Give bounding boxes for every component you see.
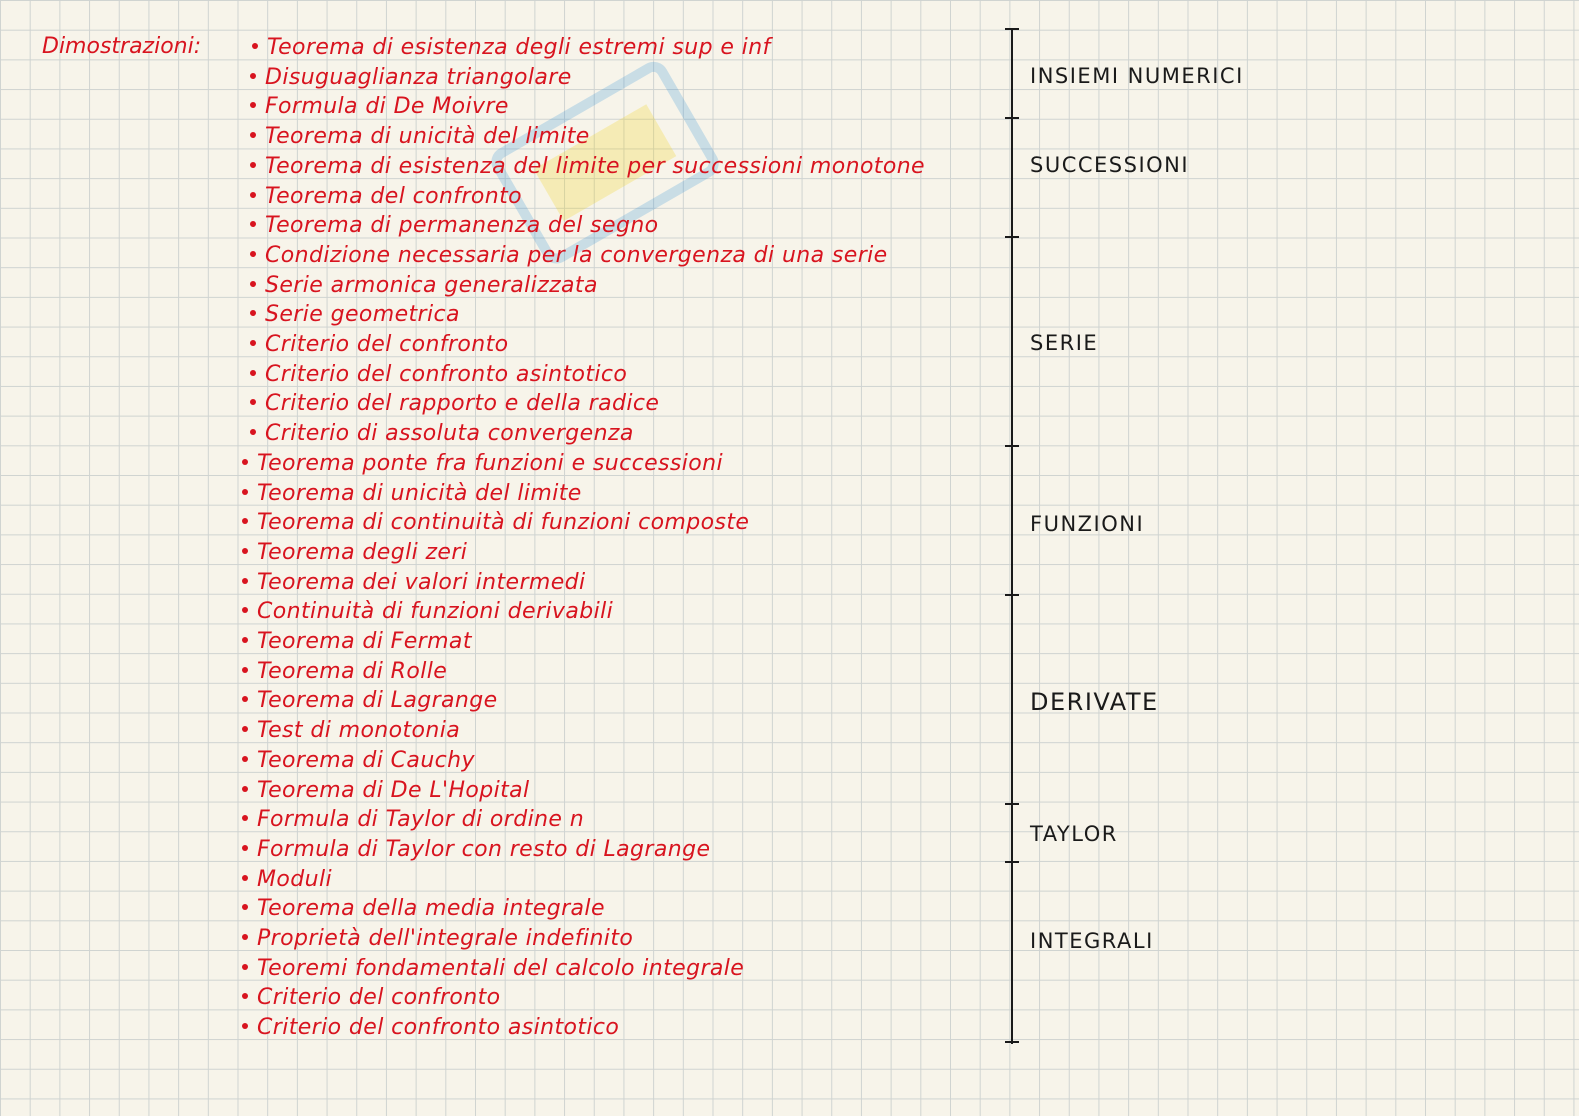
bullet-icon [242,607,248,613]
list-item-text: Condizione necessaria per la convergenza di una serie [265,242,888,268]
list-item-text: Teorema di Cauchy [257,747,475,773]
list-item [250,390,659,418]
bullet-icon [242,815,248,821]
bullet-icon [250,340,256,346]
bullet-icon [242,756,248,762]
list-item [242,836,710,864]
bullet-icon [242,637,248,643]
list-item-text: Teorema di Rolle [257,658,448,684]
list-item [242,509,749,537]
section-taylor: TAYLOR [1030,822,1118,846]
bullet-icon [242,1023,248,1029]
list-item [250,301,460,329]
list-item-text: Formula di De Moivre [265,94,509,120]
bullet-icon [250,310,256,316]
list-item-text: Teorema di unicità del limite [257,480,582,506]
list-item [252,34,771,62]
bullet-icon [242,845,248,851]
bullet-icon [250,192,256,198]
list-item-text: Serie geometrica [265,302,460,328]
list-item-text: Teorema ponte fra funzioni e successioni [257,450,724,476]
list-item [242,895,605,923]
bullet-icon [242,726,248,732]
section-serie: SERIE [1030,331,1099,355]
list-item-text: Criterio del confronto asintotico [265,361,628,387]
bullet-icon [250,429,256,435]
list-item-text: Teorema di esistenza degli estremi sup e inf [267,35,771,60]
bullet-icon [250,132,256,138]
bracket-tick [1005,594,1019,596]
bracket-tick [1005,861,1019,863]
list-item-text: Test di monotonia [257,718,461,744]
bullet-icon [250,102,256,108]
list-item-text: Teorema di Fermat [257,629,472,654]
list-item [242,747,475,775]
bullet-icon [242,964,248,970]
list-item [250,123,590,151]
list-item [242,866,332,894]
list-item [250,361,627,389]
bullet-icon [242,993,248,999]
section-insiemi-numerici: INSIEMI NUMERICI [1030,64,1244,88]
list-item [242,539,467,567]
section-successioni: SUCCESSIONI [1030,153,1190,177]
list-item [250,331,508,359]
bullet-icon [242,786,248,792]
list-item-text: Proprietà dell'integrale indefinito [257,926,634,951]
bullet-icon [242,489,248,495]
bracket-line [1011,28,1013,1044]
list-item-text: Criterio del rapporto e della radice [265,391,660,417]
list-item-text: Criterio del confronto [257,985,501,1011]
list-item-text: Teorema dei valori intermedi [257,569,586,595]
list-item [250,212,659,240]
list-item [242,480,582,508]
list-item-text: Teorema di esistenza del limite per successioni monotone [265,153,925,179]
bullet-icon [250,221,256,227]
list-item [242,658,447,686]
list-item [242,984,500,1012]
list-item [250,183,522,211]
bullet-icon [250,162,256,168]
list-item-text: Serie armonica generalizzata [265,272,598,298]
bullet-icon [242,578,248,584]
bullet-icon [252,43,258,49]
bullet-icon [242,667,248,673]
bullet-icon [242,934,248,940]
list-item-text: Teorema degli zeri [257,539,468,565]
bracket-tick [1005,445,1019,447]
list-item-text: Teorema della media integrale [257,896,605,922]
list-item [250,64,572,92]
list-item-text: Teorema di unicità del limite [265,124,590,150]
bullet-icon [250,73,256,79]
bullet-icon [242,875,248,881]
list-item-text: Teorema del confronto [265,183,522,209]
bullet-icon [242,548,248,554]
page-title: Dimostrazioni: [42,34,202,59]
list-item-text: Formula di Taylor di ordine n [257,807,585,833]
bracket-tick [1005,1041,1019,1043]
bullet-icon [242,904,248,910]
list-item [242,806,584,834]
list-item-text: Teoremi fondamentali del calcolo integrale [257,955,745,981]
bullet-icon [242,518,248,524]
bullet-icon [250,281,256,287]
list-item-text: Teorema di De L'Hopital [257,777,530,803]
bracket-tick [1005,236,1019,238]
list-item-text: Teorema di Lagrange [257,688,498,714]
bracket-tick [1005,28,1019,30]
list-item [250,420,634,448]
list-item-text: Criterio del confronto asintotico [257,1015,620,1041]
list-item-text: Continuità di funzioni derivabili [257,599,614,625]
bracket-tick [1005,117,1019,119]
list-item [242,569,586,597]
list-item [242,1014,619,1042]
list-item [242,450,723,478]
list-item-text: Teorema di permanenza del segno [265,213,659,239]
list-item [250,242,888,270]
list-item-text: Teorema di continuità di funzioni composte [257,510,750,536]
section-integrali: INTEGRALI [1030,929,1154,953]
list-item [242,598,613,626]
list-item [242,925,633,953]
list-item-text: Disuguaglianza triangolare [265,64,572,90]
bullet-icon [242,696,248,702]
list-item-text: Moduli [257,866,332,892]
list-item-text: Criterio del confronto [265,332,509,357]
list-item [242,777,530,805]
list-item [250,93,509,121]
list-item-text: Formula di Taylor con resto di Lagrange [257,836,711,862]
bullet-icon [250,370,256,376]
list-item [250,272,598,300]
bullet-icon [250,399,256,405]
list-item [250,153,925,181]
bracket-tick [1005,803,1019,805]
list-item [242,687,498,715]
bullet-icon [250,251,256,257]
list-item-text: Criterio di assoluta convergenza [265,421,634,447]
section-derivate: DERIVATE [1030,688,1159,716]
list-item [242,955,744,983]
list-item [242,717,460,745]
bullet-icon [242,459,248,465]
section-funzioni: FUNZIONI [1030,512,1145,536]
list-item [242,628,472,656]
